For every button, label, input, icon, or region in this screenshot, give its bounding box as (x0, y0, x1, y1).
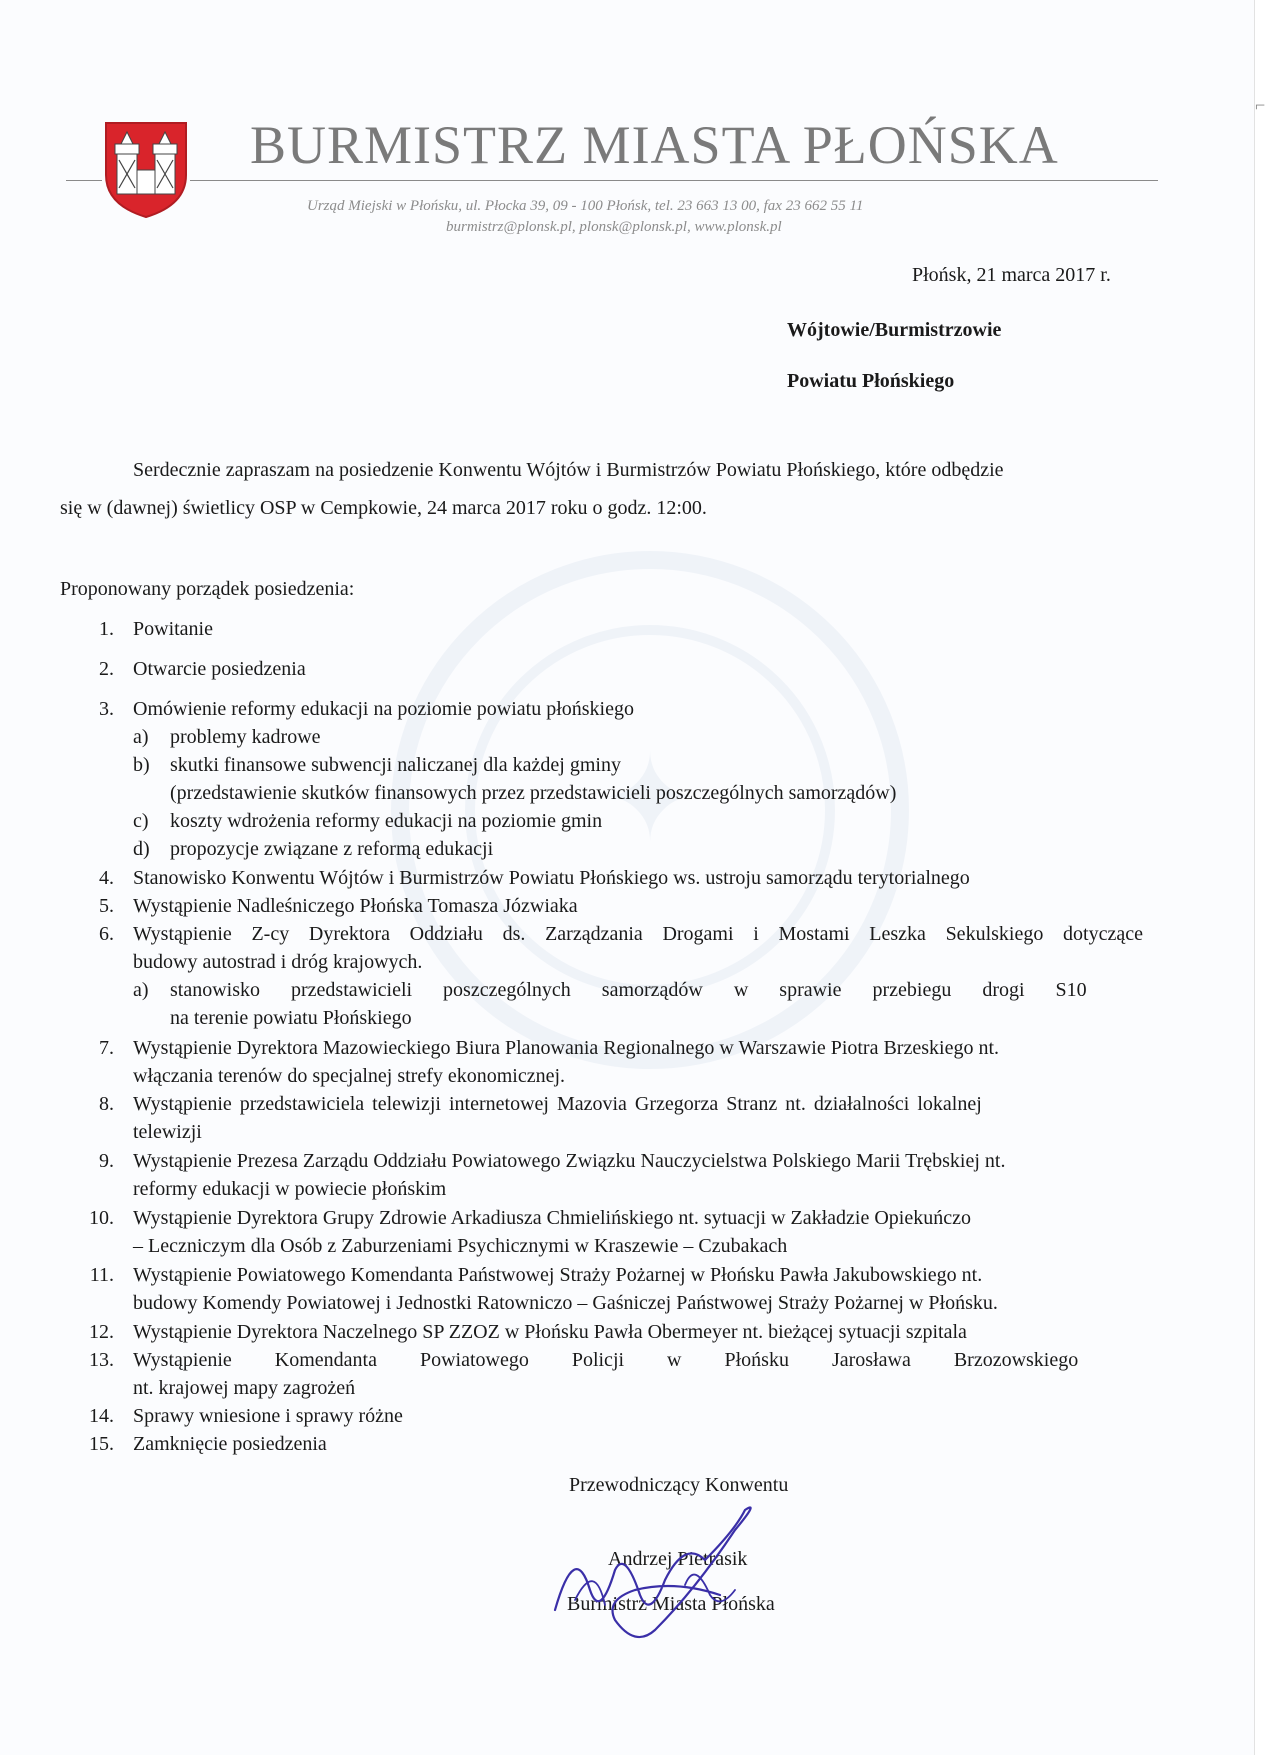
agenda-num: 14. (89, 1405, 114, 1427)
sub-letter: c) (133, 810, 149, 832)
agenda-num: 2. (99, 658, 114, 680)
agenda-item: Wystąpienie Dyrektora Grupy Zdrowie Arkadiusza Chmielińskiego nt. sytuacji w Zakładzie Opiekuńczo (133, 1207, 971, 1229)
header-rule-left (66, 180, 102, 181)
intro-line-1: Serdecznie zapraszam na posiedzenie Konwentu Wójtów i Burmistrzów Powiatu Płońskiego, które odbędzie (133, 459, 1004, 481)
office-title: BURMISTRZ MIASTA PŁOŃSKA (250, 115, 1059, 175)
scan-mark: ⌐ (1255, 95, 1266, 115)
sub-item: stanowisko przedstawicieli poszczególnych samorządów w sprawie przebiegu drogi S10 (170, 979, 1087, 1001)
agenda-item-cont: reformy edukacji w powiecie płońskim (133, 1178, 447, 1200)
agenda-item: Wystąpienie Z-cy Dyrektora Oddziału ds. Zarządzania Drogami i Mostami Leszka Sekulskiego dotyczące (133, 923, 1143, 945)
agenda-item: Wystąpienie przedstawiciela telewizji internetowej Mazovia Grzegorza Stranz nt. działalności lokalnej (133, 1093, 982, 1115)
agenda-item-cont: budowy Komendy Powiatowej i Jednostki Ratowniczo – Gaśniczej Państwowej Straży Pożarnej w Płońsku. (133, 1292, 998, 1314)
agenda-item: Sprawy wniesione i sprawy różne (133, 1405, 403, 1427)
agenda-item: Stanowisko Konwentu Wójtów i Burmistrzów Powiatu Płońskiego ws. ustroju samorządu terytorialnego (133, 867, 970, 889)
sub-item: skutki finansowe subwencji naliczanej dla każdej gminy (170, 754, 621, 776)
office-contact: burmistrz@plonsk.pl, plonsk@plonsk.pl, www.plonsk.pl (446, 219, 782, 235)
agenda-num: 11. (89, 1264, 114, 1286)
agenda-num: 6. (99, 923, 114, 945)
agenda-item-cont: – Leczniczym dla Osób z Zaburzeniami Psychicznymi w Kraszewie – Czubakach (133, 1235, 788, 1257)
agenda-item-cont: włączania terenów do specjalnej strefy ekonomicznej. (133, 1065, 566, 1087)
sub-item: propozycje związane z reformą edukacji (170, 838, 494, 860)
agenda-item: Powitanie (133, 618, 213, 640)
recipient-line-2: Powiatu Płońskiego (787, 370, 955, 392)
agenda-item-cont: budowy autostrad i dróg krajowych. (133, 951, 423, 973)
sub-letter: d) (133, 838, 150, 860)
sub-item: koszty wdrożenia reformy edukacji na poziomie gmin (170, 810, 603, 832)
sub-item: problemy kadrowe (170, 726, 321, 748)
signature-role: Burmistrz Miasta Płońska (567, 1593, 775, 1615)
header-rule-right (190, 180, 1158, 181)
agenda-num: 13. (89, 1349, 114, 1371)
agenda-num: 12. (89, 1321, 114, 1343)
agenda-item: Wystąpienie Prezesa Zarządu Oddziału Powiatowego Związku Nauczycielstwa Polskiego Marii Trębskiej nt. (133, 1150, 1006, 1172)
agenda-num: 15. (89, 1433, 114, 1455)
svg-text:✦: ✦ (599, 730, 701, 869)
agenda-item-cont: telewizji (133, 1121, 202, 1143)
agenda-num: 1. (99, 618, 114, 640)
agenda-item: Wystąpienie Dyrektora Mazowieckiego Biura Planowania Regionalnego w Warszawie Piotra Brzeskiego nt. (133, 1037, 999, 1059)
office-address: Urząd Miejski w Płońsku, ul. Płocka 39, 09 - 100 Płońsk, tel. 23 663 13 00, fax 23 662 55 11 (307, 198, 864, 214)
signature-name: Andrzej Pietrasik (608, 1548, 748, 1570)
sub-item-cont: na terenie powiatu Płońskiego (170, 1007, 412, 1029)
agenda-item: Otwarcie posiedzenia (133, 658, 306, 680)
letter-date: Płońsk, 21 marca 2017 r. (912, 264, 1111, 286)
agenda-item: Wystąpienie Nadleśniczego Płońska Tomasza Józwiaka (133, 895, 578, 917)
agenda-item-cont: nt. krajowej mapy zagrożeń (133, 1377, 356, 1399)
agenda-item: Wystąpienie Dyrektora Naczelnego SP ZZOZ w Płońsku Pawła Obermeyer nt. bieżącej sytuacji szpitala (133, 1321, 967, 1343)
sub-item-cont: (przedstawienie skutków finansowych przez przedstawicieli poszczególnych samorządów) (170, 782, 897, 804)
agenda-item: Zamknięcie posiedzenia (133, 1433, 327, 1455)
agenda-num: 8. (99, 1093, 114, 1115)
sub-letter: b) (133, 754, 150, 776)
agenda-num: 3. (99, 698, 114, 720)
scan-edge (1254, 0, 1275, 1755)
sub-letter: a) (133, 726, 149, 748)
agenda-num: 5. (99, 895, 114, 917)
agenda-heading: Proponowany porządek posiedzenia: (60, 578, 355, 600)
agenda-item: Wystąpienie Komendanta Powiatowego Policji w Płońsku Jarosława Brzozowskiego (133, 1349, 1079, 1371)
agenda-num: 4. (99, 867, 114, 889)
agenda-num: 10. (89, 1207, 114, 1229)
sub-letter: a) (133, 979, 149, 1001)
agenda-num: 9. (99, 1150, 114, 1172)
city-crest-logo (103, 120, 189, 220)
agenda-item: Wystąpienie Powiatowego Komendanta Państwowej Straży Pożarnej w Płońsku Pawła Jakubowskiego nt. (133, 1264, 983, 1286)
handwritten-signature (545, 1500, 770, 1650)
recipient-line-1: Wójtowie/Burmistrzowie (787, 319, 1002, 341)
agenda-item: Omówienie reformy edukacji na poziomie powiatu płońskiego (133, 698, 634, 720)
signature-title: Przewodniczący Konwentu (569, 1474, 789, 1496)
agenda-num: 7. (99, 1037, 114, 1059)
intro-line-2: się w (dawnej) świetlicy OSP w Cempkowie, 24 marca 2017 roku o godz. 12:00. (60, 497, 707, 519)
